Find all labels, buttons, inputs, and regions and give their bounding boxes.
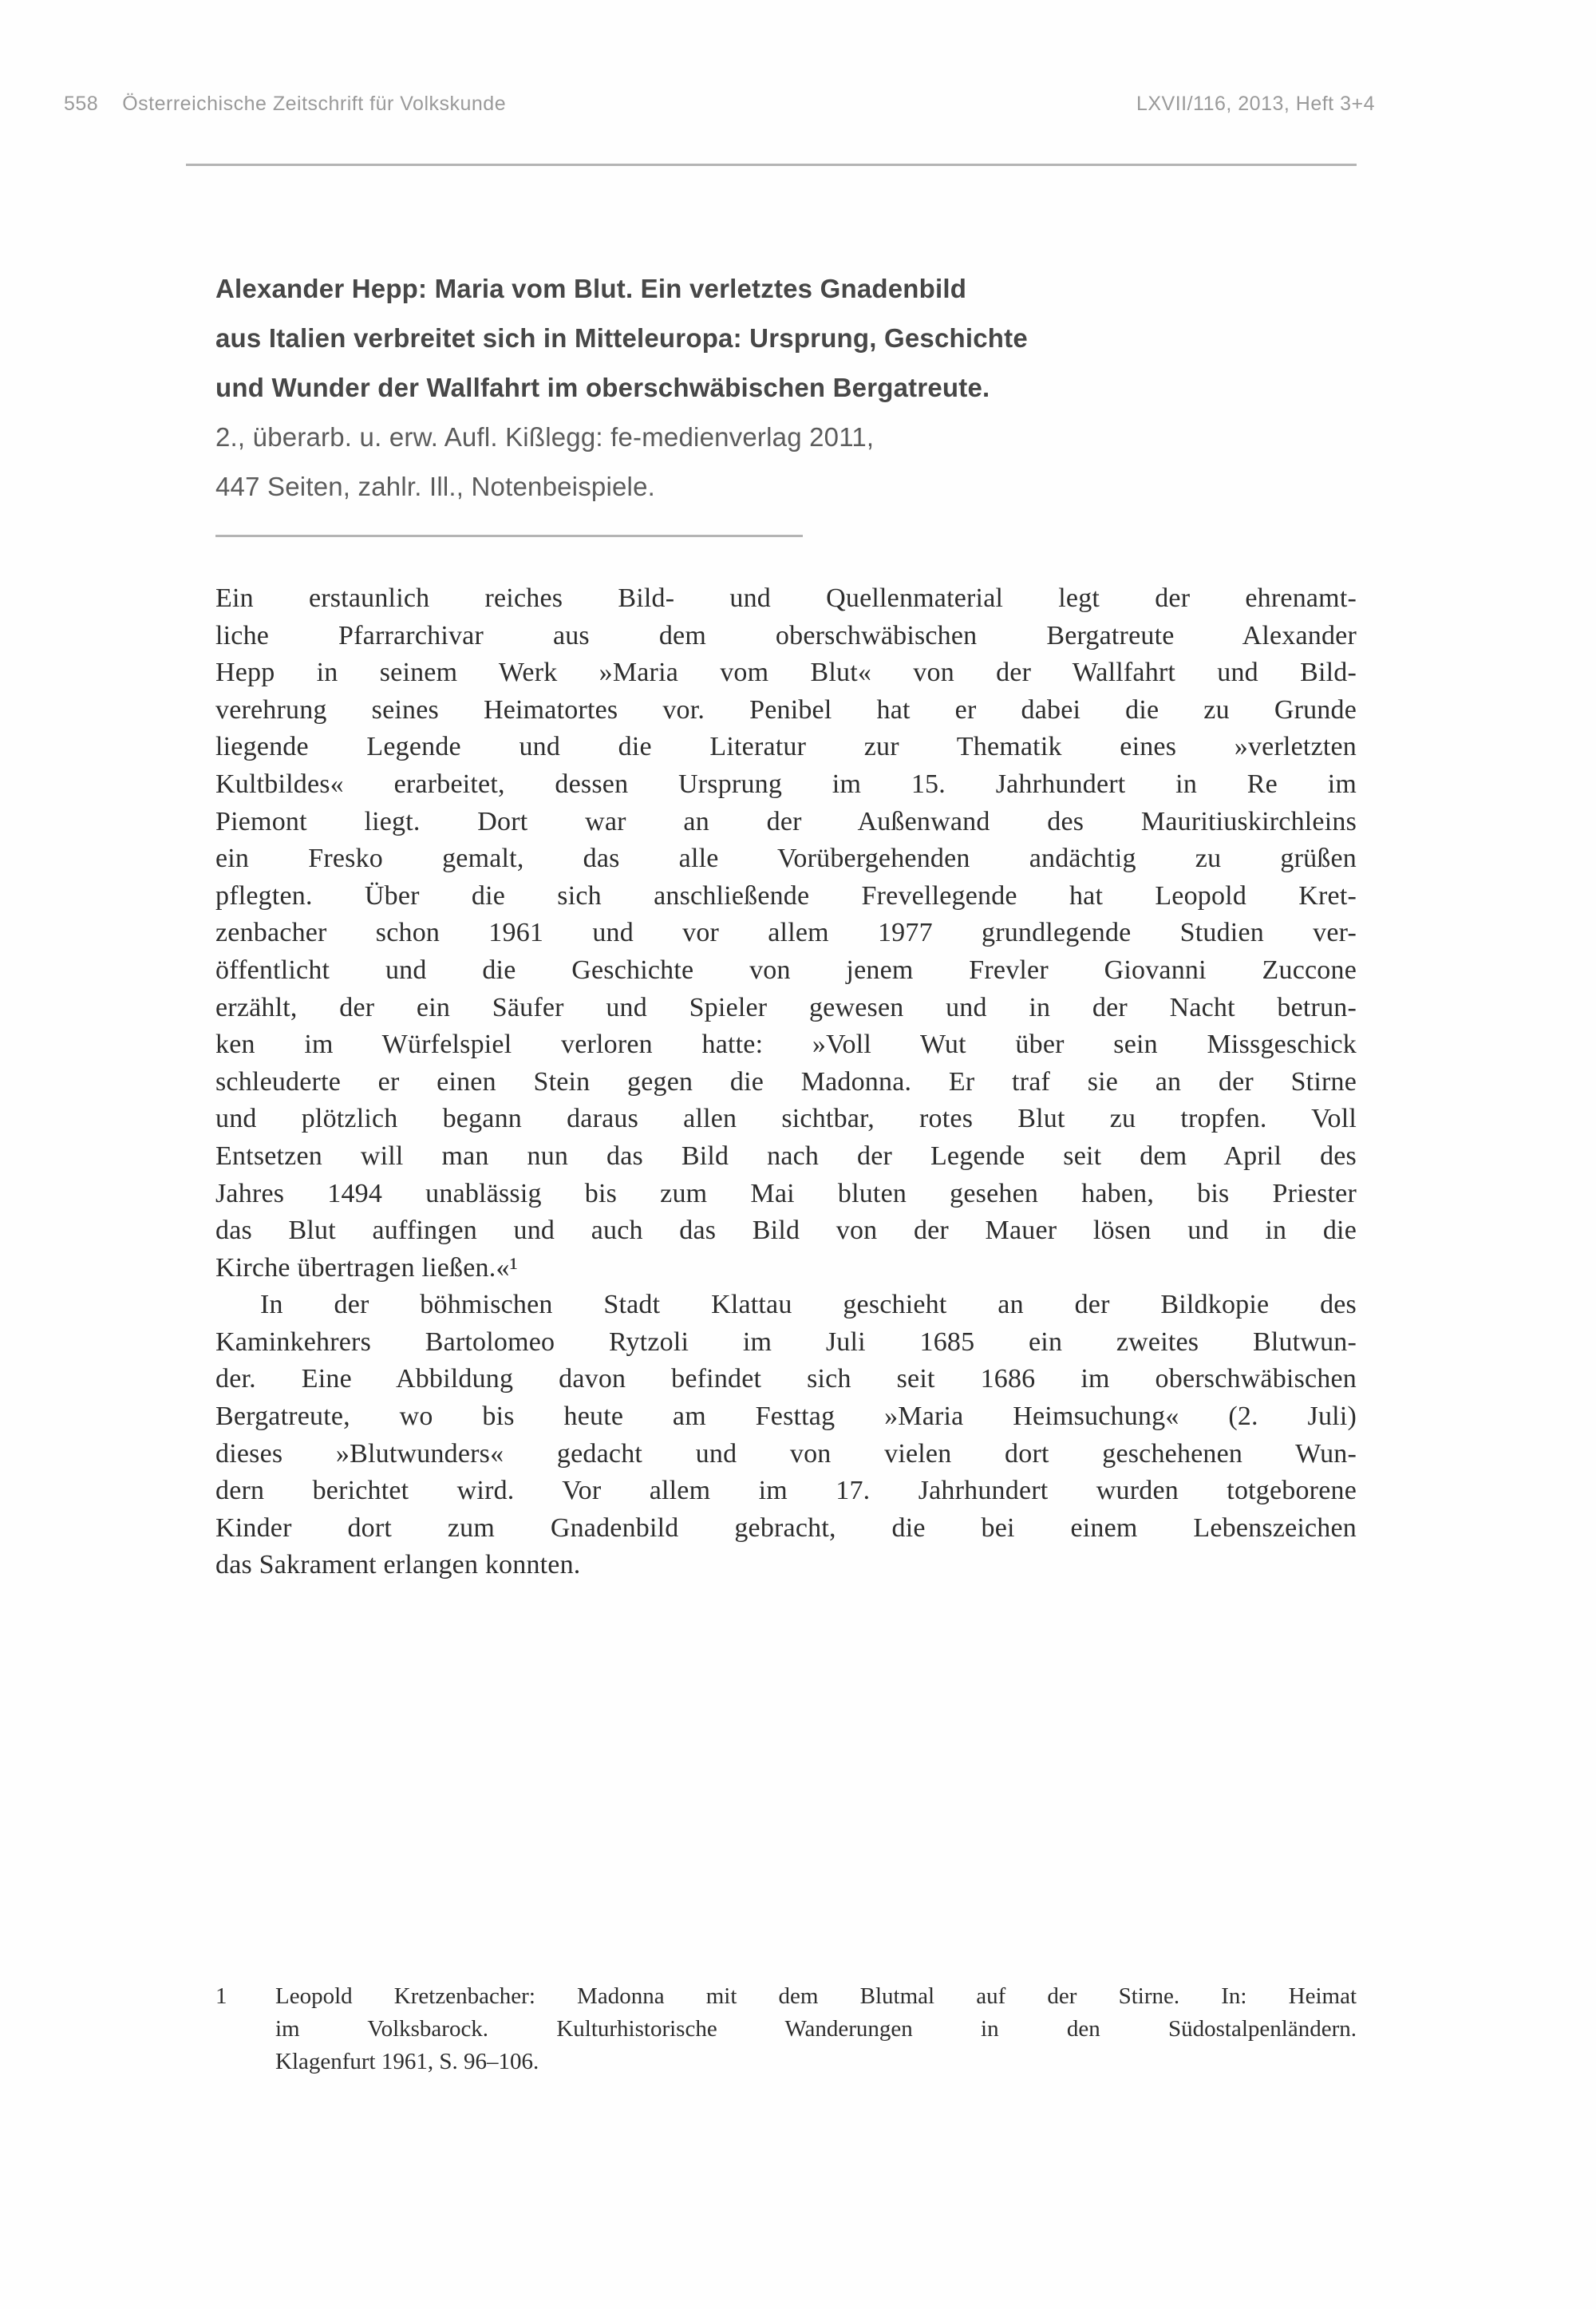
- text-line: Hepp in seinem Werk »Maria vom Blut« von der Wallfahrt und Bild-: [215, 658, 1357, 688]
- text-line: erzählt, der ein Säufer und Spieler gewesen und in der Nacht betrun-: [215, 992, 1357, 1022]
- text-line: pflegten. Über die sich anschließende Frevellegende hat Leopold Kret-: [215, 880, 1357, 911]
- footnote: [215, 1980, 1357, 2078]
- text-line: dern berichtet wird. Vor allem im 17. Jahrhundert wurden totgeborene: [215, 1476, 1357, 1506]
- text-line: ken im Würfelspiel verloren hatte: »Voll Wut über sein Missgeschick: [215, 1030, 1357, 1060]
- text-line: schleuderte er einen Stein gegen die Madonna. Er traf sie an der Stirne: [215, 1066, 1357, 1097]
- text-line: Kirche übertragen ließen.«¹: [215, 1252, 519, 1283]
- page-header: [64, 93, 1375, 116]
- title-line: Alexander Hepp: Maria vom Blut. Ein verletztes Gnadenbild: [215, 274, 967, 303]
- footnote-line: Leopold Kretzenbacher: Madonna mit dem Blutmal auf der Stirne. In: Heimat: [275, 1983, 1357, 2009]
- title-line: und Wunder der Wallfahrt im oberschwäbischen Bergatreute.: [215, 373, 990, 402]
- book-title: [215, 264, 1381, 413]
- imprint-line: 447 Seiten, zahlr. Ill., Notenbeispiele.: [215, 472, 656, 501]
- text-line: ein Fresko gemalt, das alle Vorübergehenden andächtig zu grüßen: [215, 844, 1357, 874]
- footnote-line: im Volksbarock. Kulturhistorische Wanderungen in den Südostalpenländern.: [275, 2016, 1357, 2042]
- review-heading: [215, 264, 1381, 512]
- text-line: Kultbildes« erarbeitet, dessen Ursprung im 15. Jahrhundert in Re im: [215, 769, 1357, 799]
- footnote-line: Klagenfurt 1961, S. 96–106.: [275, 2049, 539, 2074]
- text-line: Jahres 1494 unablässig bis zum Mai bluten gesehen haben, bis Priester: [215, 1178, 1357, 1208]
- page-number: 558: [64, 93, 99, 115]
- text-line: Bergatreute, wo bis heute am Festtag »Maria Heimsuchung« (2. Juli): [215, 1402, 1357, 1432]
- text-line: und plötzlich begann daraus allen sichtbar, rotes Blut zu tropfen. Voll: [215, 1104, 1357, 1134]
- body-paragraph-2: [215, 1287, 1357, 1584]
- text-line: liegende Legende und die Literatur zur Thematik eines »verletzten: [215, 732, 1357, 762]
- text-line: öffentlicht und die Geschichte von jenem Frevler Giovanni Zuccone: [215, 955, 1357, 985]
- journal-title: Österreichische Zeitschrift für Volkskunde: [122, 93, 507, 115]
- text-line: zenbacher schon 1961 und vor allem 1977 grundlegende Studien ver-: [215, 918, 1357, 948]
- text-line: der. Eine Abbildung davon befindet sich seit 1686 im oberschwäbischen: [215, 1364, 1357, 1394]
- text-line: das Sakrament erlangen konnten.: [215, 1550, 581, 1580]
- text-line: In der böhmischen Stadt Klattau geschieht an der Bildkopie des: [260, 1290, 1357, 1320]
- text-line: Piemont liegt. Dort war an der Außenwand des Mauritiuskirchleins: [215, 806, 1357, 836]
- text-line: Kaminkehrers Bartolomeo Rytzoli im Juli 1685 ein zweites Blutwun-: [215, 1326, 1357, 1357]
- text-line: das Blut auffingen und auch das Bild von der Mauer lösen und in die: [215, 1216, 1357, 1246]
- header-left: [64, 93, 506, 116]
- text-line: Kinder dort zum Gnadenbild gebracht, die bei einem Lebenszeichen: [215, 1512, 1357, 1543]
- title-line: aus Italien verbreitet sich in Mitteleuropa: Ursprung, Geschichte: [215, 323, 1028, 353]
- header-divider: [186, 164, 1357, 166]
- text-line: liche Pfarrarchivar aus dem oberschwäbischen Bergatreute Alexander: [215, 620, 1357, 650]
- footnote-marker: 1: [215, 1983, 227, 2009]
- text-line: verehrung seines Heimatortes vor. Penibel hat er dabei die zu Grunde: [215, 694, 1357, 725]
- book-imprint: [215, 413, 1381, 512]
- issue-info: LXVII/116, 2013, Heft 3+4: [1136, 93, 1375, 115]
- imprint-line: 2., überarb. u. erw. Aufl. Kißlegg: fe-medienverlag 2011,: [215, 422, 875, 452]
- text-line: dieses »Blutwunders« gedacht und von vielen dort geschehenen Wun-: [215, 1438, 1357, 1469]
- body-paragraph-1: [215, 580, 1357, 1287]
- review-body: [215, 580, 1357, 1584]
- text-line: Ein erstaunlich reiches Bild- und Quellenmaterial legt der ehrenamt-: [215, 583, 1357, 613]
- footnote-text: [275, 1980, 1357, 2078]
- text-line: Entsetzen will man nun das Bild nach der Legende seit dem April des: [215, 1141, 1357, 1171]
- title-divider: [215, 535, 803, 537]
